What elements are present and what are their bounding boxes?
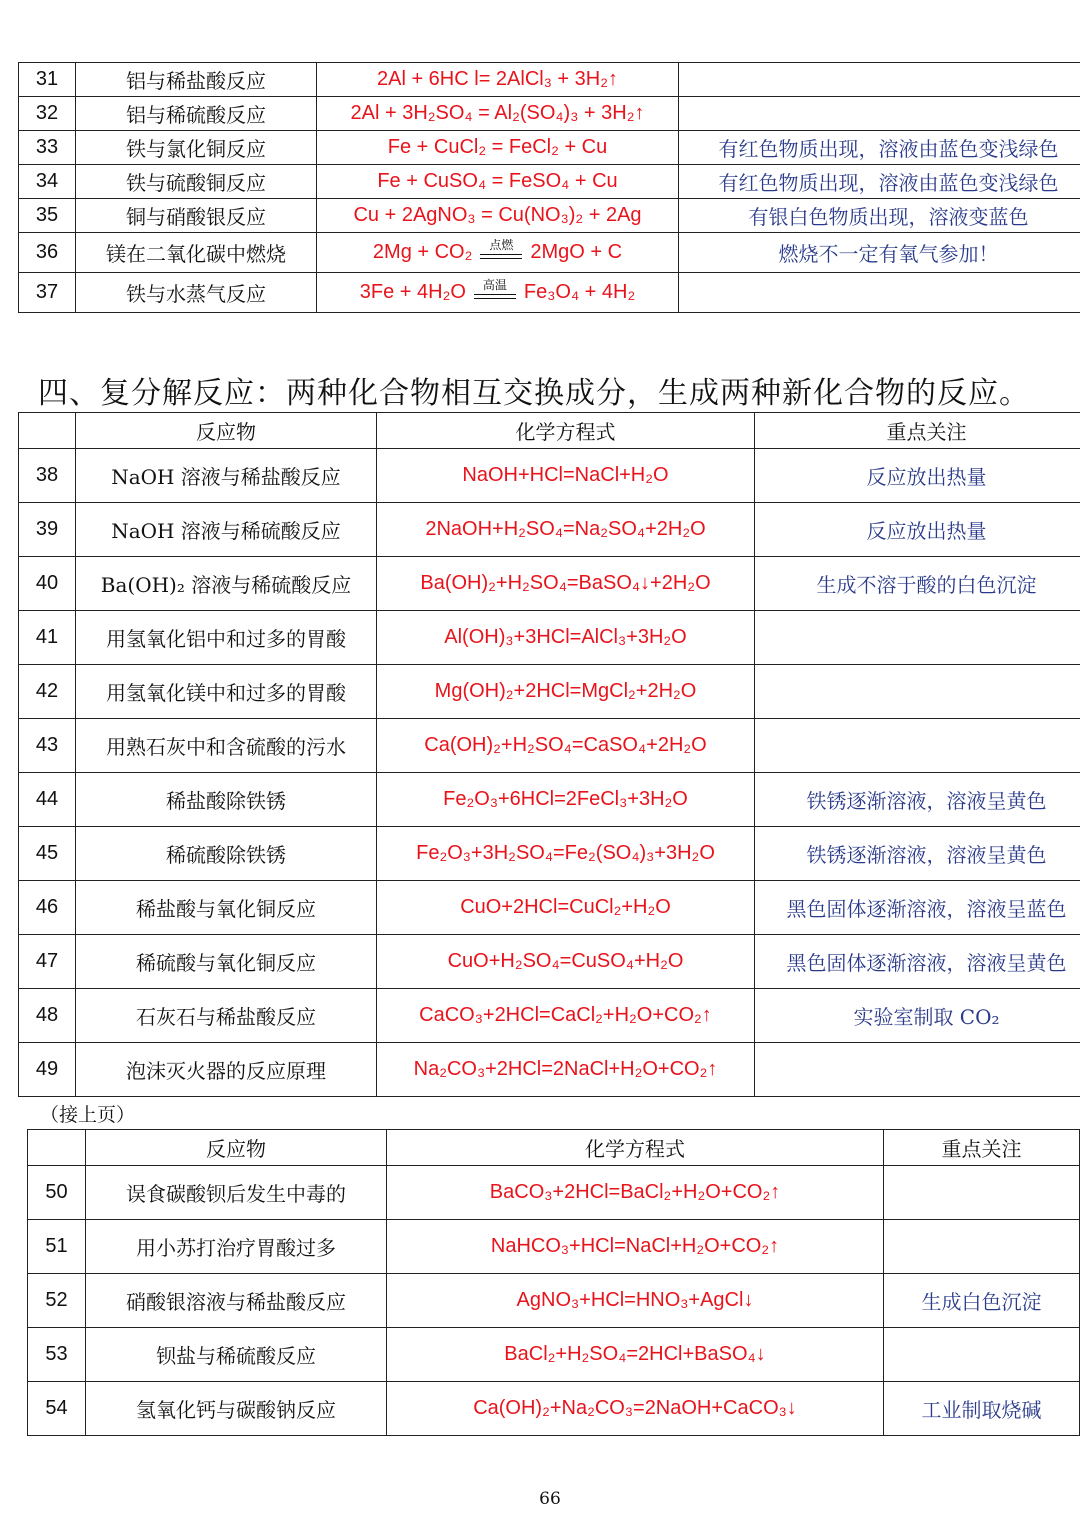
reactant-cell: 稀硫酸除铁锈 <box>76 827 377 881</box>
top-table-body <box>19 63 1080 313</box>
row-number: 41 <box>19 611 76 665</box>
equation-cell: Ba(OH)₂+H₂SO₄=BaSO₄↓+2H₂O <box>377 557 755 611</box>
reactant-cell: 石灰石与稀盐酸反应 <box>76 989 377 1043</box>
row-number: 33 <box>19 131 76 165</box>
reactant-cell: 用氢氧化镁中和过多的胃酸 <box>76 665 377 719</box>
equation-right: 2MgO + C <box>530 241 623 263</box>
note-cell: 铁锈逐渐溶液，溶液呈黄色 <box>755 773 1080 827</box>
page-number: 66 <box>539 1489 561 1509</box>
row-number: 51 <box>28 1220 86 1274</box>
top-reaction-table <box>18 62 1080 313</box>
equation-cell: Ca(OH)₂+H₂SO₄=CaSO₄+2H₂O <box>377 719 755 773</box>
header-equation: 化学方程式 <box>387 1130 884 1166</box>
note-cell <box>884 1166 1080 1220</box>
note-cell: 有银白色物质出现，溶液变蓝色 <box>679 199 1080 233</box>
section-heading: 四、复分解反应：两种化合物相互交换成分，生成两种新化合物的反应。 <box>38 376 1030 411</box>
note-cell: 反应放出热量 <box>755 503 1080 557</box>
table-row <box>19 131 1080 165</box>
table-row <box>19 935 1080 989</box>
continued-table-body <box>28 1166 1080 1436</box>
note-cell: 黑色固体逐渐溶液，溶液呈蓝色 <box>755 881 1080 935</box>
table-row <box>19 557 1080 611</box>
equation-cell: Na₂CO₃+2HCl=2NaCl+H₂O+CO₂↑ <box>377 1043 755 1097</box>
row-number: 39 <box>19 503 76 557</box>
note-cell: 生成白色沉淀 <box>884 1274 1080 1328</box>
table-row <box>19 233 1080 273</box>
equation-cell: Fe + CuSO₄ = FeSO₄ + Cu <box>317 165 679 199</box>
row-number: 36 <box>19 233 76 273</box>
row-number: 43 <box>19 719 76 773</box>
table-row <box>19 989 1080 1043</box>
row-number: 46 <box>19 881 76 935</box>
equation-cell: NaHCO₃+HCl=NaCl+H₂O+CO₂↑ <box>387 1220 884 1274</box>
equation-cell: Cu + 2AgNO₃ = Cu(NO₃)₂ + 2Ag <box>317 199 679 233</box>
equation-cell: CuO+H₂SO₄=CuSO₄+H₂O <box>377 935 755 989</box>
reactant-cell: 稀盐酸除铁锈 <box>76 773 377 827</box>
note-cell <box>679 273 1080 313</box>
table-row <box>19 773 1080 827</box>
table-header <box>19 413 1080 449</box>
row-number: 48 <box>19 989 76 1043</box>
equation-cell: NaOH+HCl=NaCl+H₂O <box>377 449 755 503</box>
header-row <box>28 1130 1080 1166</box>
equation-cell: Fe₂O₃+3H₂SO₄=Fe₂(SO₄)₃+3H₂O <box>377 827 755 881</box>
row-number: 47 <box>19 935 76 989</box>
note-cell: 有红色物质出现，溶液由蓝色变浅绿色 <box>679 165 1080 199</box>
table-row <box>19 97 1080 131</box>
condition-label: 高温 <box>482 277 507 292</box>
condition-arrow <box>472 277 518 304</box>
reactant-cell: 镁在二氧化碳中燃烧 <box>76 233 317 273</box>
table-row <box>28 1220 1080 1274</box>
reactant-cell: 泡沫灭火器的反应原理 <box>76 1043 377 1097</box>
table-row <box>19 165 1080 199</box>
equation-cell: Fe₂O₃+6HCl=2FeCl₃+3H₂O <box>377 773 755 827</box>
equation-cell: Fe + CuCl₂ = FeCl₂ + Cu <box>317 131 679 165</box>
condition-arrow <box>478 237 524 264</box>
table-row <box>28 1274 1080 1328</box>
equation-cell: CuO+2HCl=CuCl₂+H₂O <box>377 881 755 935</box>
equation-cell: BaCO₃+2HCl=BaCl₂+H₂O+CO₂↑ <box>387 1166 884 1220</box>
note-cell <box>679 97 1080 131</box>
equation-cell <box>317 233 679 273</box>
reactant-cell: 用熟石灰中和含硫酸的污水 <box>76 719 377 773</box>
equation-cell: Mg(OH)₂+2HCl=MgCl₂+2H₂O <box>377 665 755 719</box>
note-cell: 实验室制取 CO₂ <box>755 989 1080 1043</box>
reactant-cell: 铁与水蒸气反应 <box>76 273 317 313</box>
table-header <box>28 1130 1080 1166</box>
table-row <box>19 719 1080 773</box>
table-row <box>19 611 1080 665</box>
note-cell <box>679 63 1080 97</box>
continued-label: （接上页） <box>40 1104 136 1126</box>
equation-cell <box>317 273 679 313</box>
double-displacement-table <box>18 412 1080 1097</box>
equation-cell: AgNO₃+HCl=HNO₃+AgCl↓ <box>387 1274 884 1328</box>
reactant-cell: 钡盐与稀硫酸反应 <box>86 1328 387 1382</box>
table-row <box>19 503 1080 557</box>
header-num <box>28 1130 86 1166</box>
reactant-cell: 稀硫酸与氧化铜反应 <box>76 935 377 989</box>
header-note: 重点关注 <box>884 1130 1080 1166</box>
table-row <box>19 665 1080 719</box>
row-number: 54 <box>28 1382 86 1436</box>
note-cell: 有红色物质出现，溶液由蓝色变浅绿色 <box>679 131 1080 165</box>
equation-cell: 2NaOH+H₂SO₄=Na₂SO₄+2H₂O <box>377 503 755 557</box>
note-cell <box>755 665 1080 719</box>
equation-left: 2Mg + CO₂ <box>372 241 473 263</box>
row-number: 37 <box>19 273 76 313</box>
header-equation: 化学方程式 <box>377 413 755 449</box>
note-cell: 反应放出热量 <box>755 449 1080 503</box>
row-number: 49 <box>19 1043 76 1097</box>
reactant-cell: 铜与硝酸银反应 <box>76 199 317 233</box>
table-row <box>28 1166 1080 1220</box>
reactant-cell: 铝与稀盐酸反应 <box>76 63 317 97</box>
row-number: 42 <box>19 665 76 719</box>
equation-cell: 2Al + 3H₂SO₄ = Al₂(SO₄)₃ + 3H₂↑ <box>317 97 679 131</box>
table-row <box>19 273 1080 313</box>
reactant-cell: 稀盐酸与氧化铜反应 <box>76 881 377 935</box>
table-row <box>19 63 1080 97</box>
header-row <box>19 413 1080 449</box>
row-number: 40 <box>19 557 76 611</box>
note-cell <box>884 1220 1080 1274</box>
header-num <box>19 413 76 449</box>
reactant-cell: 铝与稀硫酸反应 <box>76 97 317 131</box>
condition-label: 点燃 <box>489 237 514 252</box>
row-number: 45 <box>19 827 76 881</box>
equation-cell: Ca(OH)₂+Na₂CO₃=2NaOH+CaCO₃↓ <box>387 1382 884 1436</box>
row-number: 52 <box>28 1274 86 1328</box>
reactant-cell: 铁与硫酸铜反应 <box>76 165 317 199</box>
main-table-body <box>19 449 1080 1097</box>
row-number: 38 <box>19 449 76 503</box>
reactant-cell: NaOH 溶液与稀盐酸反应 <box>76 449 377 503</box>
table-row <box>19 449 1080 503</box>
reactant-cell: 用小苏打治疗胃酸过多 <box>86 1220 387 1274</box>
table-row <box>19 199 1080 233</box>
reactant-cell: 硝酸银溶液与稀盐酸反应 <box>86 1274 387 1328</box>
table-row <box>28 1328 1080 1382</box>
header-reactant: 反应物 <box>76 413 377 449</box>
reactant-cell: 用氢氧化铝中和过多的胃酸 <box>76 611 377 665</box>
reactant-cell: 铁与氯化铜反应 <box>76 131 317 165</box>
row-number: 50 <box>28 1166 86 1220</box>
row-number: 31 <box>19 63 76 97</box>
table-row <box>19 827 1080 881</box>
note-cell <box>755 1043 1080 1097</box>
note-cell: 生成不溶于酸的白色沉淀 <box>755 557 1080 611</box>
reactant-cell: 氢氧化钙与碳酸钠反应 <box>86 1382 387 1436</box>
reactant-cell: 误食碳酸钡后发生中毒的 <box>86 1166 387 1220</box>
equation-cell: Al(OH)₃+3HCl=AlCl₃+3H₂O <box>377 611 755 665</box>
equation-cell: 2Al + 6HC l= 2AlCl₃ + 3H₂↑ <box>317 63 679 97</box>
row-number: 53 <box>28 1328 86 1382</box>
note-cell: 铁锈逐渐溶液，溶液呈黄色 <box>755 827 1080 881</box>
row-number: 44 <box>19 773 76 827</box>
reactant-cell: NaOH 溶液与稀硫酸反应 <box>76 503 377 557</box>
note-cell <box>755 719 1080 773</box>
row-number: 35 <box>19 199 76 233</box>
reactant-cell: Ba(OH)₂ 溶液与稀硫酸反应 <box>76 557 377 611</box>
equation-right: Fe₃O₄ + 4H₂ <box>523 281 636 303</box>
continued-table <box>27 1129 1080 1436</box>
table-row <box>28 1382 1080 1436</box>
row-number: 34 <box>19 165 76 199</box>
table-row <box>19 881 1080 935</box>
header-reactant: 反应物 <box>86 1130 387 1166</box>
equation-cell: CaCO₃+2HCl=CaCl₂+H₂O+CO₂↑ <box>377 989 755 1043</box>
note-cell: 燃烧不一定有氧气参加！ <box>679 233 1080 273</box>
note-cell <box>755 611 1080 665</box>
table-row <box>19 1043 1080 1097</box>
note-cell: 工业制取烧碱 <box>884 1382 1080 1436</box>
note-cell: 黑色固体逐渐溶液，溶液呈黄色 <box>755 935 1080 989</box>
note-cell <box>884 1328 1080 1382</box>
header-note: 重点关注 <box>755 413 1080 449</box>
equation-cell: BaCl₂+H₂SO₄=2HCl+BaSO₄↓ <box>387 1328 884 1382</box>
row-number: 32 <box>19 97 76 131</box>
equation-left: 3Fe + 4H₂O <box>359 281 466 303</box>
